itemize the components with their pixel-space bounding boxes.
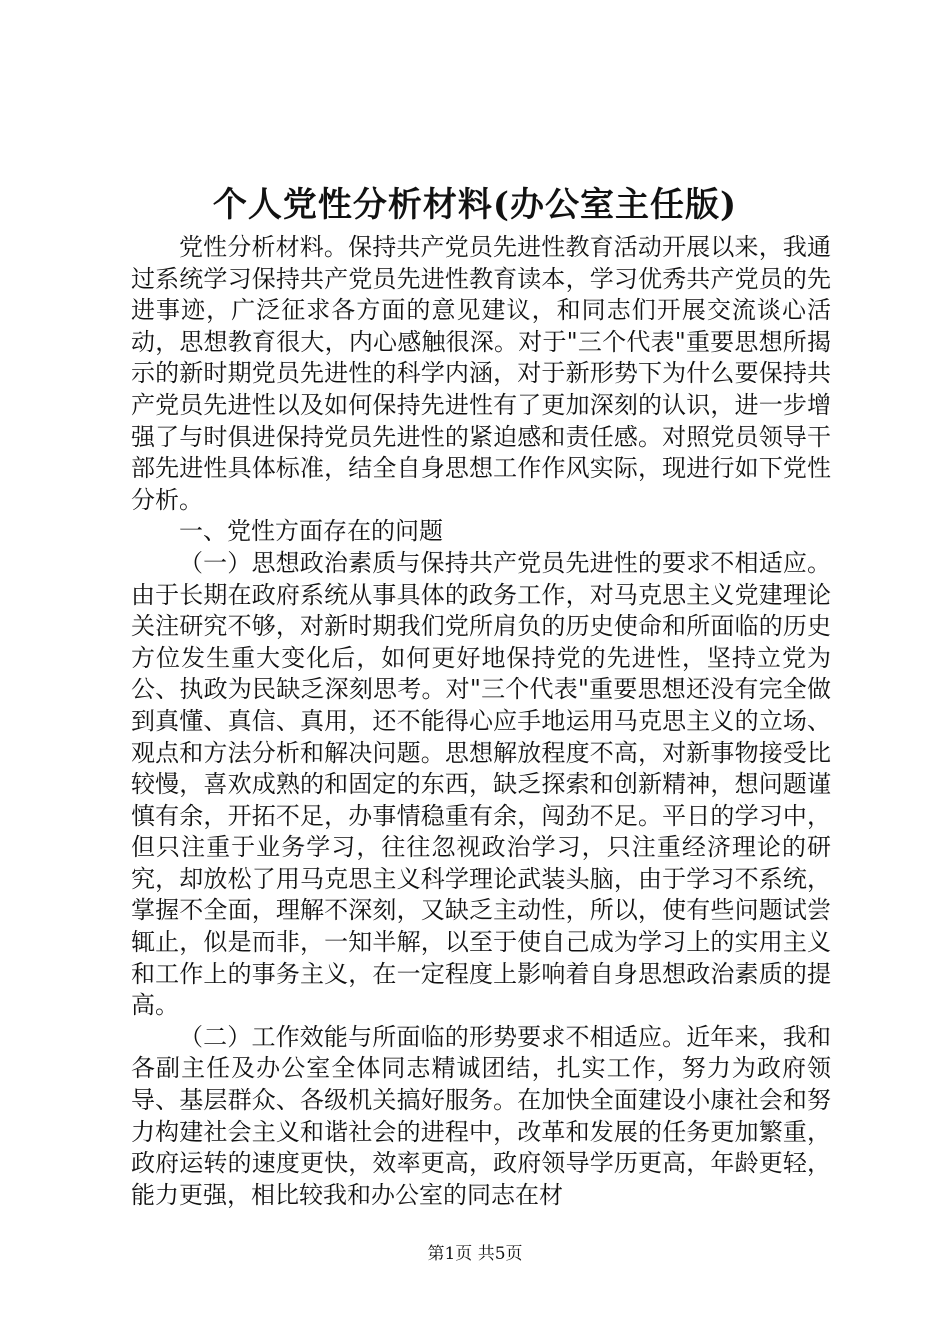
- page-number-footer: 第1页 共5页: [427, 1244, 523, 1264]
- section-heading: 一、党性方面存在的问题: [179, 517, 443, 546]
- document-body: [131, 232, 831, 1211]
- paragraph-intro: 党性分析材料。保持共产党员先进性教育活动开展以来，我通过系统学习保持共产党员先进性教育读本，学习优秀共产党员的先进事迹，广泛征求各方面的意见建议，和同志们开展交流谈心活动，思想教育很大，内心感触很深。对于"三个代表"重要思想所揭示的新时期党员先进性的科学内涵，对于新形势下为什么要保持共产党员先进性以及如何保持先进性有了更加深刻的认识，进一步增强了与时俱进保持党员先进性的紧迫感和责任感。对照党员领导干部先进性具体标准，结全自身思想工作作风实际，现进行如下党性分析。: [131, 233, 831, 514]
- paragraph-item-2: （二）工作效能与所面临的形势要求不相适应。近年来，我和各副主任及办公室全体同志精诚团结，扎实工作，努力为政府领导、基层群众、各级机关搞好服务。在加快全面建设小康社会和努力构建社会主义和谐社会的进程中，改革和发展的任务更加繁重，政府运转的速度更快，效率更高，政府领导学历更高，年龄更轻，能力更强，相比较我和办公室的同志在材: [131, 1022, 831, 1209]
- document-title: 个人党性分析材料(办公室主任版): [212, 185, 738, 225]
- paragraph-item-1: （一）思想政治素质与保持共产党员先进性的要求不相适应。由于长期在政府系统从事具体的政务工作，对马克思主义党建理论关注研究不够，对新时期我们党所肩负的历史使命和所面临的历史方位发生重大变化后，如何更好地保持党的先进性，坚持立党为公、执政为民缺乏深刻思考。对"三个代表"重要思想还没有完全做到真懂、真信、真用，还不能得心应手地运用马克思主义的立场、观点和方法分析和解决问题。思想解放程度不高，对新事物接受比较慢，喜欢成熟的和固定的东西，缺乏探索和创新精神，想问题谨慎有余，开拓不足，办事情稳重有余，闯劲不足。平日的学习中，但只注重于业务学习，往往忽视政治学习，只注重经济理论的研究，却放松了用马克思主义科学理论武装头脑，由于学习不系统，掌握不全面，理解不深刻，又缺乏主动性，所以，使有些问题试尝辄止，似是而非，一知半解，以至于使自己成为学习上的实用主义和工作上的事务主义，在一定程度上影响着自身思想政治素质的提高。: [131, 548, 831, 1020]
